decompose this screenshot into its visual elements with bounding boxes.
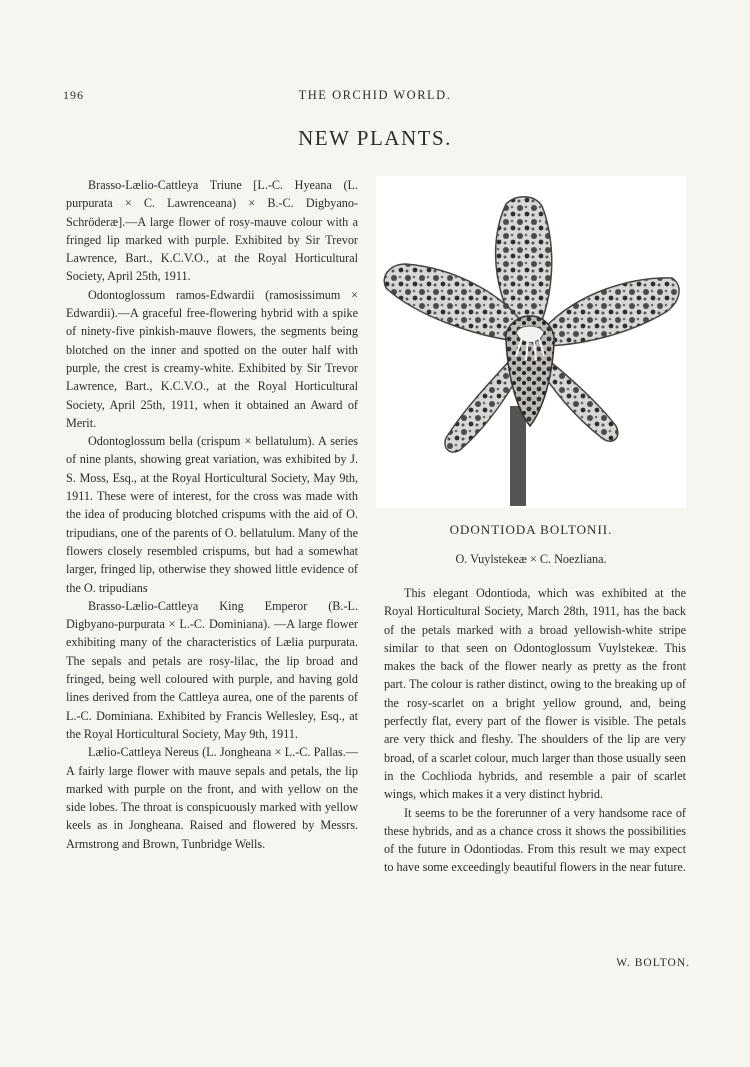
orchid-flower-illustration <box>376 176 686 508</box>
section-title: NEW PLANTS. <box>298 126 452 150</box>
paragraph-nereus: Lælio-Cattleya Nereus (L. Jongheana × L.-C. Pallas.—A fairly large flower with mauve sepals and petals, the lip marked with purple on the front, and with yellow on the side lobes. The throat is conspicuously marked with yellow keels as in Jongheana. Raised and flowered by Messrs. Armstrong and Brown, Tunbridge Wells. <box>66 745 358 851</box>
stem-shape <box>510 406 526 506</box>
figure-caption: ODONTIODA BOLTONII. <box>449 522 613 537</box>
running-title: THE ORCHID WORLD. <box>298 88 452 102</box>
paragraph-odontioda-future: It seems to be the forerunner of a very handsome race of these hybrids, and as a chance cross it shows the possibilities of the future in Odontiodas. From this result we may expect to have some exceedingly beautiful flowers in the near future. <box>384 805 686 875</box>
running-header <box>63 88 687 106</box>
author-signature: W. BOLTON. <box>616 957 690 969</box>
paragraph-odontioda-description: This elegant Odontioda, which was exhibited at the Royal Horticultural Society, March 28th, 1911, has the back of the petals marked with a broad yellowish-white stripe similar to that seen on Odontoglossum Vuylstekeæ. This makes the back of the flower nearly as pretty as the front part. The colour is rather distinct, owing to the breaking up of the rosy-scarlet on a bright yellow ground, and, being perfectly flat, every part of the flower is visible. The petals are very thick and fleshy. The shoulders of the lip are very broad, of a scarlet colour, much larger than those usually seen in the Cochlioda hybrids, and resemble a pair of scarlet wings, which makes it a very distinct hybrid. <box>384 586 686 802</box>
paragraph-triune: Brasso-Lælio-Cattleya Triune [L.-C. Hyeana (L. purpurata × C. Lawrenceana) × B.-C. Digbyano-Schröderæ].—A large flower of rosy-mauve colour with a fringed lip marked with purple. Exhibited by Sir Trevor Lawrence, Bart., K.C.V.O., at the Royal Horticultural Society, April 25th, 1911. <box>66 178 358 284</box>
paragraph-ramos-edwardii: Odontoglossum ramos-Edwardii (ramosissimum × Edwardii).—A graceful free-flowering hybrid with a spike of ninety-five pinkish-mauve flowers, the segments being blotched on the inner and spotted on the outer half with purple, the crest is creamy-white. Exhibited by Sir Trevor Lawrence, Bart., K.C.V.O., at the Royal Horticultural Society, April 25th, 1911, when it obtained an Award of Merit. <box>66 287 358 430</box>
figure-subcaption: O. Vuylstekeæ × C. Noezliana. <box>455 552 607 566</box>
left-column <box>66 176 358 853</box>
paragraph-bella: Odontoglossum bella (crispum × bellatulum). A series of nine plants, showing great variation, was exhibited by J. S. Moss, Esq., at the Royal Horticultural Society, May 9th, 1911. These were of interest, for the cross was made with the idea of producing blotched crispums with the aid of O. tripudians, one of the parents of O. bellatulum. Many of the flowers closely resembled crispums, but had a somewhat larger, fringed lip, otherwise they showed little evidence of the O. tripudians <box>66 434 358 595</box>
page-number: 196 <box>63 88 84 102</box>
right-column <box>384 584 686 877</box>
paragraph-king-emperor: Brasso-Lælio-Cattleya King Emperor (B.-L. Digbyano-purpurata × L.-C. Dominiana). —A large flower exhibiting many of the characteristics of Lælia purpurata. The sepals and petals are rosy-lilac, the lip broad and fringed, being well coloured with purple, and having gold lines derived from the Cattleya aurea, one of the parents of L.-C. Dominiana. Exhibited by Francis Wellesley, Esq., at the Royal Horticultural Society, May 9th, 1911. <box>66 598 358 741</box>
orchid-photo <box>376 176 686 508</box>
